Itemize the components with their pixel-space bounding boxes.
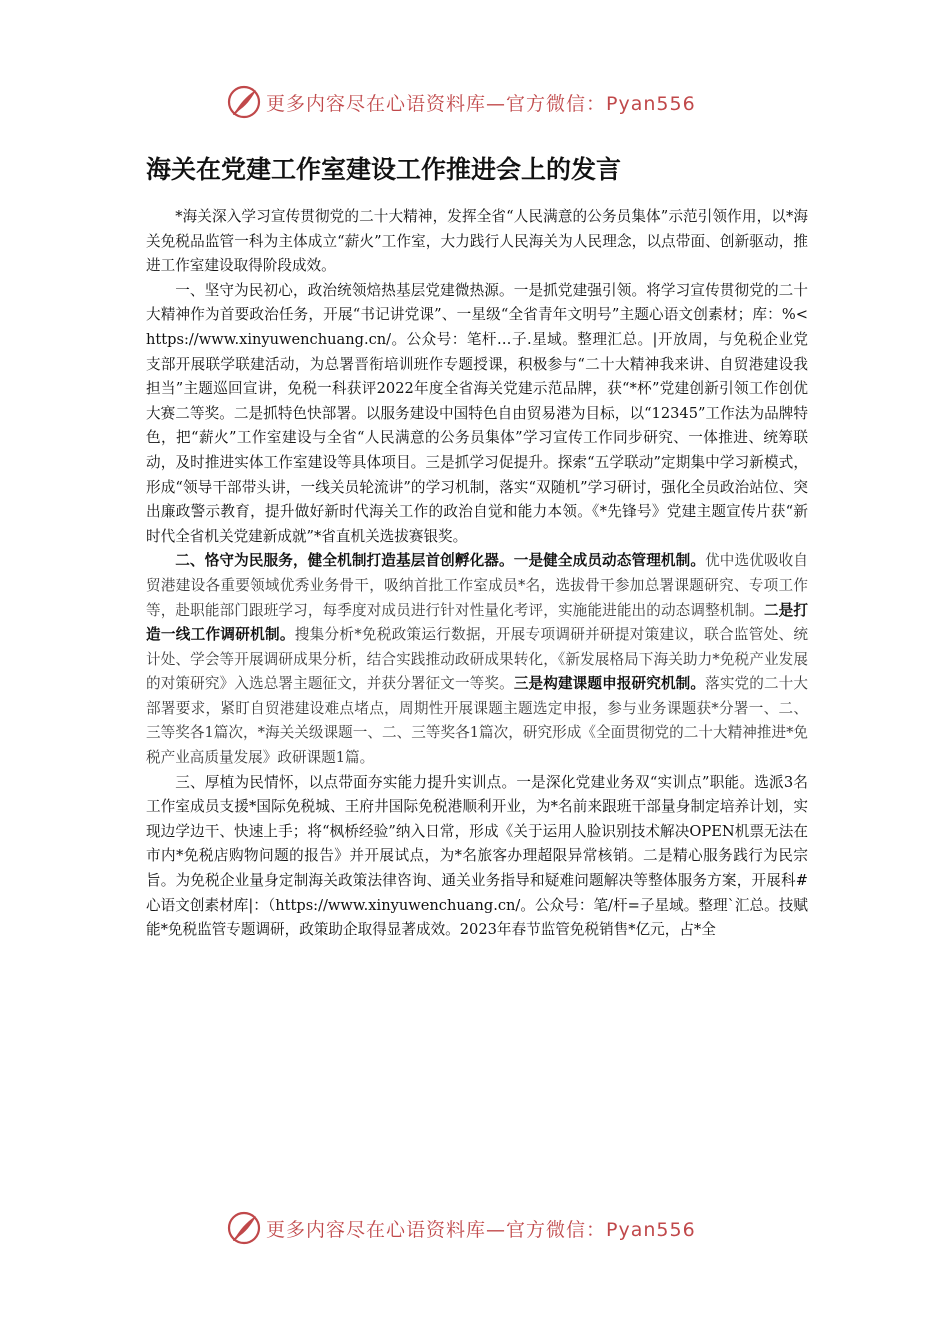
section-two-subheading-2: 二是打造一线工作调研机制。 <box>146 601 808 644</box>
section-two-text-1: 优中选优吸收自贸港建设各重要领域优秀业务骨干，吸纳首批工作室成员*名，选拔骨干参加总署课题研究、专项工作等，赴职能部门跟班学习，每季度对成员进行针对性量化考评，实施能进能出的动态调整机制。 <box>146 552 808 619</box>
section-two-text-2: 搜集分析*免税政策运行数据，开展专项调研并研提对策建议，联合监管处、统计处、学会等开展调研成果分析，结合实践推动政研成果转化，《新发展格局下海关助力*免税产业发展的对策研究》入选总署主题征文，并获分署征文一等奖。 <box>146 626 808 693</box>
banner-content <box>226 84 696 120</box>
footer-banner-text: 更多内容尽在心语资料库—官方微信：Pyan556 <box>266 1218 696 1241</box>
document-body <box>146 205 808 943</box>
footer-banner-content <box>226 1210 696 1246</box>
banner-text: 更多内容尽在心语资料库—官方微信：Pyan556 <box>266 92 696 115</box>
footer-banner <box>0 1208 950 1248</box>
paragraph-section-three: 三、厚植为民情怀，以点带面夯实能力提升实训点。一是深化党建业务双“实训点”职能。选派3名工作室成员支援*国际免税城、王府井国际免税港顺利开业，为*名前来跟班干部量身制定培养计划，实现边学边干、快速上手；将“枫桥经验”纳入日常，形成《关于运用人脸识别技术解决OPEN机票无法在市内*免税店购物问题的报告》并开展试点，为*名旅客办理超限异常核销。二是精心服务践行为民宗旨。为免税企业量身定制海关政策法律咨询、通关业务指导和疑难问题解决等整体服务方案，开展科#心语文创素材库|：（https://www.xinyuwenchuang.cn/。公众号：笔/杆=子星域。整理`汇总。技赋能*免税监管专题调研，政策助企取得显著成效。2023年春节监管免税销售*亿元，占*全 <box>146 773 808 939</box>
paragraph-intro: *海关深入学习宣传贯彻党的二十大精神，发挥全省“人民满意的公务员集体”示范引领作用，以*海关免税品监管一科为主体成立“薪火”工作室，大力践行人民海关为人民理念，以点带面、创新驱动，推进工作室建设取得阶段成效。 <box>146 208 808 275</box>
quill-logo-icon <box>226 1210 262 1246</box>
section-two-heading: 二、恪守为民服务，健全机制打造基层首创孵化器。一是健全成员动态管理机制。 <box>175 552 706 570</box>
header-banner <box>0 82 950 122</box>
paragraph-section-one: 一、坚守为民初心，政治统领焙热基层党建微热源。一是抓党建强引领。将学习宣传贯彻党的二十大精神作为首要政治任务，开展“书记讲党课”、一星级“全省青年文明号”主题心语文创素材；库：%<https://www.xinyuwenchuang.cn/。公众号：笔杆…子.星域。整理汇总。|开放周，与免税企业党支部开展联学联建活动，为总署晋衔培训班作专题授课，积极参与“二十大精神我来讲、自贸港建设我担当”主题巡回宣讲，免税一科获评2022年度全省海关党建示范品牌，获“*杯”党建创新引领工作创优大赛二等奖。二是抓特色快部署。以服务建设中国特色自由贸易港为目标，以“12345”工作法为品牌特色，把“薪火”工作室建设与全省“人民满意的公务员集体”学习宣传工作同步研究、一体推进、统筹联动，及时推进实体工作室建设等具体项目。三是抓学习促提升。探索“五学联动”定期集中学习新模式，形成“领导干部带头讲，一线关员轮流讲”的学习机制，落实“双随机”学习研讨，强化全员政治站位、突出廉政警示教育，提升做好新时代海关工作的政治自觉和能力本领。《*先锋号》党建主题宣传片获“新时代全省机关党建新成就”*省直机关选拔赛银奖。 <box>146 281 808 545</box>
quill-logo-icon <box>226 84 262 120</box>
page-title: 海关在党建工作室建设工作推进会上的发言 <box>146 155 622 184</box>
section-two-text-3: 落实党的二十大部署要求，紧盯自贸港建设难点堵点，周期性开展课题主题选定申报，参与业务课题获*分署一、二、三等奖各1篇次，*海关关级课题一、二、三等奖各1篇次，研究形成《全面贯彻党的二十大精神推进*免税产业高质量发展》政研课题1篇。 <box>146 675 808 767</box>
paragraph-section-two <box>146 549 808 770</box>
section-two-subheading-3: 三是构建课题申报研究机制。 <box>513 675 706 693</box>
